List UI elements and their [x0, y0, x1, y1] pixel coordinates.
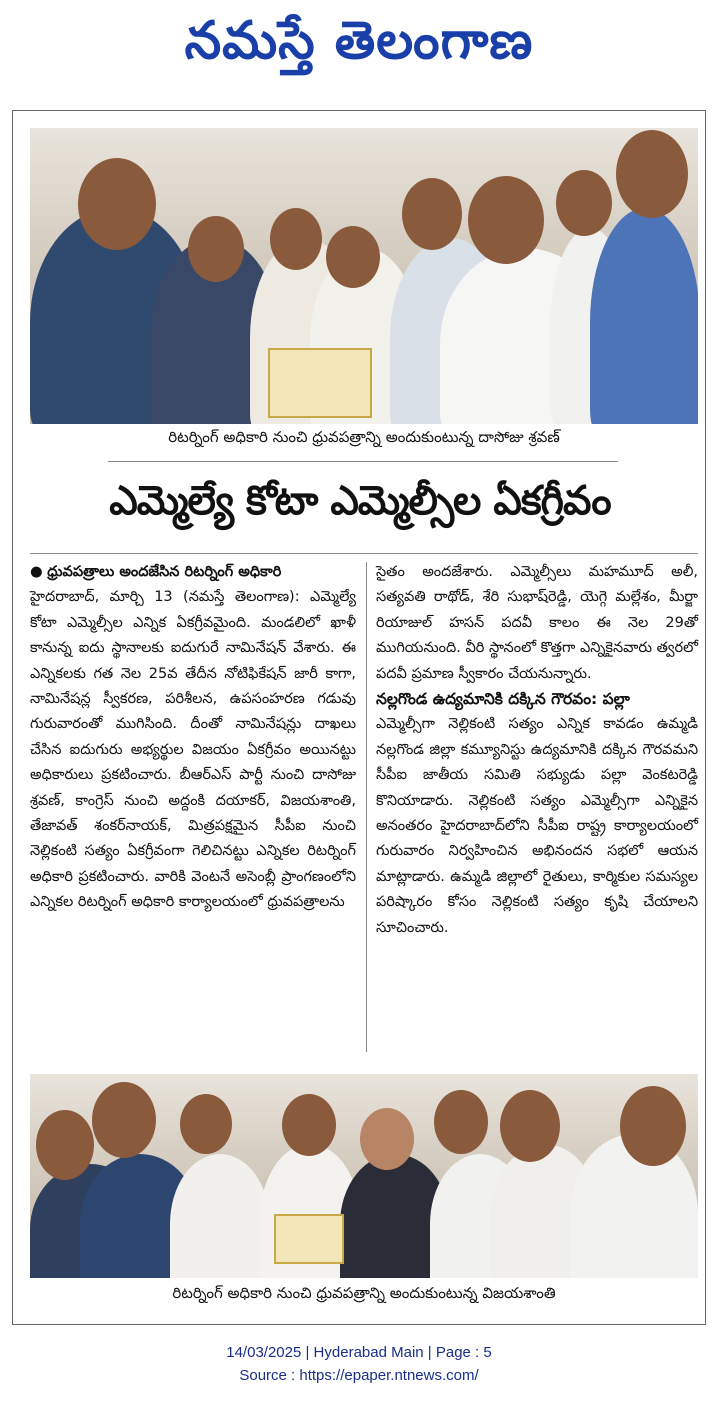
left-body-text: హైదరాబాద్, మార్చి 13 (నమస్తే తెలంగాణ): ఎమ్మెల్యే కోటా ఎమ్మెల్సీల ఎన్నిక ఏకగ్రీవమైంది. మండలిలో ఖాళీ కానున్న ఐదు స్థానాలకు ఐదుగురే నామినేషన్ వేశారు. ఈ ఎన్నికలకు గత నెల 25వ తేదీన నోటిఫికేషన్ జారీ కాగా, నామినేషన్ల స్వీకరణ, పరిశీలన, ఉపసంహరణ గడువు గురువారంతో ముగిసింది. దీంతో నామినేషన్లు దాఖలు చేసిన ఐదుగురు అభ్యర్థుల విజయం ఏకగ్రీవం అయినట్టు అధికారులు ప్రకటించారు. బీఆర్ఎస్ పార్టీ నుంచి దాసోజు శ్రవణ్, కాంగ్రెస్ నుంచి అద్దంకి దయాకర్, విజయశాంతి, తేజావత్ శంకర్‌నాయక్, మిత్రపక్షమైన సీపీఐ నుంచి నెల్లికంటి సత్యం ఏకగ్రీవంగా గెలిచినట్టు ఎన్నికల రిటర్నింగ్ అధికారి ప్రకటించారు. వారికి వెంటనే అసెంబ్లీ ప్రాంగణంలోని ఎన్నికల రిటర్నింగ్ అధికారి కార్యాలయంలో ధ్రువపత్రాలను	[30, 589, 356, 911]
footer-source[interactable]: Source : https://epaper.ntnews.com/	[239, 1367, 479, 1384]
headline-rule	[30, 553, 698, 554]
left-bullet-heading: ధ్రువపత్రాలు అందజేసిన రిటర్నింగ్ అధికారి	[47, 564, 282, 580]
masthead	[0, 6, 718, 76]
right-column	[376, 560, 698, 941]
right-subheading: నల్లగొండ ఉద్యమానికి దక్కిన గౌరవం: పల్లా	[376, 690, 630, 709]
top-photo-caption: రిటర్నింగ్ అధికారి నుంచి ధ్రువపత్రాన్ని అందుకుంటున్న దాసోజు శ్రవణ్	[168, 428, 560, 446]
bottom-photo	[30, 1074, 698, 1278]
left-column	[30, 560, 356, 916]
column-divider	[366, 562, 367, 1052]
footer-date-edition: 14/03/2025 | Hyderabad Main | Page : 5	[226, 1344, 492, 1361]
masthead-title: నమస్తే తెలంగాణ	[184, 10, 534, 71]
top-photo	[30, 128, 698, 424]
right-body-text-1: సైతం అందజేశారు. ఎమ్మెల్సీలు మహమూద్ అలీ, సత్యవతి రాథోడ్, శేరి సుభాష్‌రెడ్డి, యెగ్గె మల్లేశం, మీర్జా రియాజుల్ హసన్ పదవీ కాలం ఈ నెల 29తో ముగియనుంది. వీరి స్థానంలో కొత్తగా ఎన్నికైనవారు త్వరలో పదవీ ప్రమాణ స్వీకారం చేయనున్నారు.	[376, 564, 698, 682]
bullet-dot: ●	[30, 564, 48, 580]
caption-rule	[108, 461, 618, 462]
bottom-photo-caption: రిటర్నింగ్ అధికారి నుంచి ధ్రువపత్రాన్ని అందుకుంటున్న విజయశాంతి	[172, 1284, 556, 1302]
headline: ఎమ్మెల్యే కోటా ఎమ్మెల్సీల ఏకగ్రీవం	[109, 478, 611, 524]
right-body-text-2: ఎమ్మెల్సీగా నెల్లికంటి సత్యం ఎన్నిక కావడం ఉమ్మడి నల్లగొండ జిల్లా కమ్యూనిస్టు ఉద్యమానికి దక్కిన గౌరవమని సీపీఐ జాతీయ సమితి సభ్యుడు పల్లా వెంకటరెడ్డి కొనియాడారు. నెల్లికంటి సత్యం ఎమ్మెల్సీగా ఎన్నికైన అనంతరం హైదరాబాద్‌లోని సీపీఐ రాష్ట్ర కార్యాలయంలో గురువారం నిర్వహించిన అభినందన సభలో ఆయన మాట్లాడారు. ఉమ్మడి జిల్లాలో రైతులు, కార్మికుల సమస్యల పరిష్కారం కోసం నెల్లికంటి సత్యం కృషి చేయాలని సూచించారు.	[376, 716, 698, 936]
